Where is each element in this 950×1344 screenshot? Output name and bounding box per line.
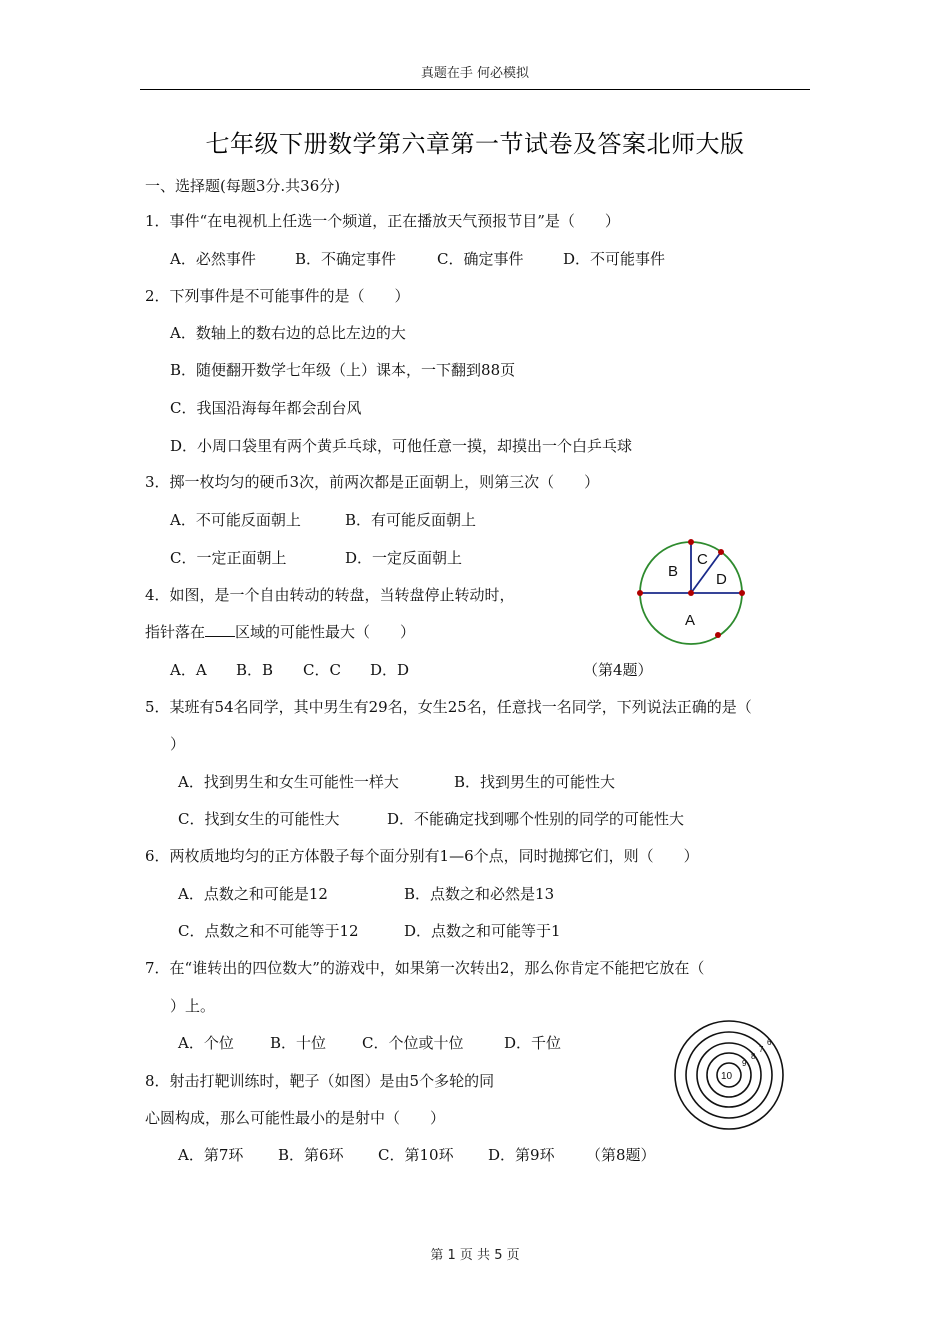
spinner-point [688,539,694,545]
spinner-figure [630,532,755,650]
question-5-stem-line2: ） [170,735,186,753]
answer-blank [205,622,235,637]
q7-option-d: D．千位 [504,1034,562,1052]
question-8-stem-line2: 心圆构成，那么可能性最小的是射中（ ） [145,1109,446,1127]
q2-option-b: B．随便翻开数学七年级（上）课本，一下翻到88页 [170,361,516,379]
question-6-stem: 6．两枚质地均匀的正方体骰子每个面分别有1—6个点，同时抛掷它们，则（ ） [145,847,699,865]
question-7-stem-line2: ）上。 [170,997,216,1015]
q1-option-c: C．确定事件 [437,250,524,268]
q6-option-d: D．点数之和可能等于1 [404,922,561,940]
q6-option-c: C．点数之和不可能等于12 [178,922,359,940]
spinner-point [739,590,745,596]
spinner-point [718,549,724,555]
q4-option-b: B．B [236,661,274,679]
spinner-label-c: C [697,551,708,568]
q1-option-b: B．不确定事件 [295,250,397,268]
q8-option-c: C．第10环 [378,1146,454,1164]
target-figure [672,1018,786,1132]
q4-figure-caption: （第4题） [583,661,653,679]
spinner-label-b: B [668,563,679,580]
target-label-7: 7 [759,1045,764,1054]
question-2-stem: 2．下列事件是不可能事件的是（ ） [145,287,410,305]
target-label-8: 8 [751,1052,756,1061]
question-3-stem: 3．掷一枚均匀的硬币3次，前两次都是正面朝上，则第三次（ ） [145,473,600,491]
q5-option-c: C．找到女生的可能性大 [178,810,340,828]
q6-option-b: B．点数之和必然是13 [404,885,555,903]
q7-option-a: A．个位 [178,1034,234,1052]
q3-option-b: B．有可能反面朝上 [345,511,477,529]
q2-option-a: A．数轴上的数右边的总比左边的大 [170,324,406,342]
spinner-label-d: D [716,571,727,588]
q4-option-d: D．D [370,661,410,679]
q4-stem-prefix: 指针落在 [145,623,206,641]
q3-option-d: D．一定反面朝上 [345,549,463,567]
q5-option-a: A．找到男生和女生可能性一样大 [178,773,399,791]
page-header: 真题在手 何必模拟 [420,66,530,81]
target-label-9: 9 [742,1059,747,1068]
q2-option-c: C．我国沿海每年都会刮台风 [170,399,362,417]
q5-option-d: D．不能确定找到哪个性别的同学的可能性大 [387,810,685,828]
q6-option-a: A．点数之和可能是12 [178,885,328,903]
target-label-6: 6 [767,1038,772,1047]
q4-option-a: A．A [170,661,207,679]
question-8-stem-line1: 8．射击打靶训练时，靶子（如图）是由5个多轮的同 [145,1072,495,1090]
q7-option-b: B．十位 [270,1034,327,1052]
question-5-stem-line1: 5．某班有54名同学，其中男生有29名，女生25名，任意找一名同学，下列说法正确的是（ [145,698,752,716]
q4-option-c: C．C [303,661,341,679]
q4-stem-suffix: 区域的可能性最大（ ） [235,623,416,641]
q1-option-d: D．不可能事件 [563,250,666,268]
question-7-stem-line1: 7．在“谁转出的四位数大”的游戏中，如果第一次转出2，那么你肯定不能把它放在（ [145,959,705,977]
q2-option-d: D．小周口袋里有两个黄乒乓球，可他任意一摸，却摸出一个白乒乓球 [170,437,633,455]
spinner-label-a: A [685,612,696,629]
question-4-stem-line2 [145,622,415,642]
question-4-stem-line1: 4．如图，是一个自由转动的转盘，当转盘停止转动时， [145,586,515,604]
q3-option-a: A．不可能反面朝上 [170,511,301,529]
q8-figure-caption: （第8题） [586,1146,656,1164]
section-heading: 一、选择题(每题3分.共36分) [145,177,341,195]
q8-option-a: A．第7环 [178,1146,244,1164]
spinner-center-dot [688,590,694,596]
spinner-point [637,590,643,596]
target-label-10: 10 [721,1071,733,1082]
header-divider [140,89,810,90]
q1-option-a: A．必然事件 [170,250,256,268]
q3-option-c: C．一定正面朝上 [170,549,287,567]
q7-option-c: C．个位或十位 [362,1034,464,1052]
q8-option-d: D．第9环 [488,1146,555,1164]
spinner-point [715,632,721,638]
document-title: 七年级下册数学第六章第一节试卷及答案北师大版 [205,130,745,158]
q5-option-b: B．找到男生的可能性大 [454,773,616,791]
question-1-stem: 1．事件“在电视机上任选一个频道，正在播放天气预报节目”是（ ） [145,212,620,230]
page-footer: 第 1 页 共 5 页 [430,1248,520,1263]
q8-option-b: B．第6环 [278,1146,344,1164]
